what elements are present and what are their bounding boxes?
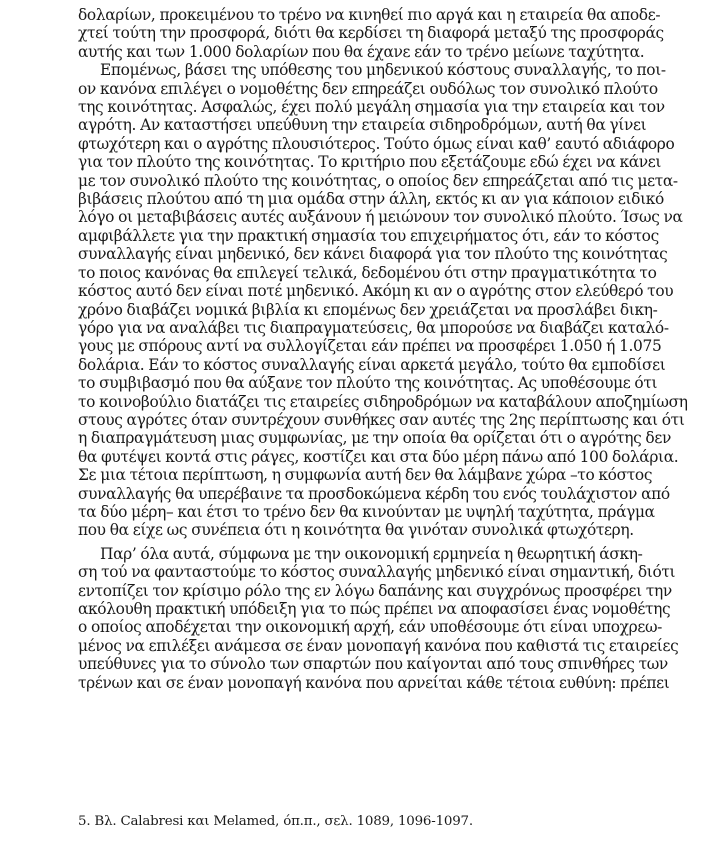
text-line: θα φυτέψει κοντά στις ράγες, κοστίζει και στα δύο μέρη πάνω από 100 δολάρια. — [78, 447, 679, 466]
text-line: εντοπίζει τον κρίσιμο ρόλο της εν λόγω δαπάνης και συγχρόνως προσφέρει την — [78, 581, 672, 600]
text-line: μένος να επιλέξει ανάμεσα σε έναν μονοπαγή κανόνα που καθιστά τις εταιρείες — [78, 636, 679, 655]
text-line: βιβάσεις πλούτου από τη μια ομάδα στην άλλη, εκτός κι αν για κάποιον ειδικό — [78, 190, 664, 209]
text-line: Παρ’ όλα αυτά, σύμφωνα με την οικονομική ερμηνεία η θεωρητική άσκη- — [100, 544, 643, 563]
main-text — [78, 6, 688, 692]
text-line: ο οποίος αποδέχεται την οικονομική αρχή, εάν υποθέσουμε ότι είναι υποχρεω- — [78, 618, 663, 637]
text-line: γους με σπόρους αντί να συλλογίζεται εάν πρέπει να προσφέρει 1.050 ή 1.075 — [78, 337, 662, 356]
paragraph-1 — [78, 6, 664, 61]
text-line: γόρο για να αναλάβει τις διαπραγματεύσεις, θα μπορούσε να διαβάζει καταλό- — [78, 318, 669, 337]
text-line: χτεί τούτη την προσφορά, διότι θα κερδίσει τη διαφορά μεταξύ της προσφοράς — [78, 24, 664, 43]
text-line: Σε μια τέτοια περίπτωση, η συμφωνία αυτή δεν θα λάμβανε χώρα –το κόστος — [78, 466, 653, 485]
text-line: αμφιβάλλετε για την πρακτική σημασία του επιχειρήματος ότι, εάν το κόστος — [78, 226, 659, 245]
text-line: υπεύθυνες για το σύνολο των σπαρτών που καίγονται από τους σπινθήρες των — [78, 655, 668, 674]
text-line: το συμβιβασμό που θα αύξανε τον πλούτο της κοινότητας. Ας υποθέσουμε ότι — [78, 374, 658, 393]
text-line: για τον πλούτο της κοινότητας. Το κριτήριο που εξετάζουμε εδώ έχει να κάνει — [78, 153, 662, 172]
text-line: ακόλουθη πρακτική υπόδειξη για το πώς πρέπει να αποφασίσει ένας νομοθέτης — [78, 600, 671, 618]
text-line: τρένων και σε έναν μονοπαγή κανόνα που αρνείται κάθε τέτοια ευθύνη: πρέπει — [78, 673, 670, 692]
text-line: η διαπραγμάτευση μιας συμφωνίας, με την οποία θα ορίζεται ότι ο αγρότης δεν — [78, 429, 671, 448]
text-line: δολαρίων, προκειμένου το τρένο να κινηθεί πιο αργά και η εταιρεία θα αποδε- — [78, 6, 661, 24]
text-line: αυτής και των 1.000 δολαρίων που θα έχανε εάν το τρένο μείωνε ταχύτητα. — [78, 42, 645, 61]
text-line: αγρότη. Αν καταστήσει υπεύθυνη την εταιρεία σιδηροδρόμων, αυτή θα γίνει — [78, 116, 647, 135]
paragraph-2 — [78, 61, 688, 540]
text-line: το ποιος κανόνας θα επιλεγεί τελικά, δεδομένου ότι στην πραγματικότητα το — [78, 263, 657, 282]
text-line: τα δύο μέρη– και έτσι το τρένο δεν θα κινούνταν με υψηλή ταχύτητα, πράγμα — [78, 502, 655, 521]
paragraph-3 — [78, 544, 679, 692]
text-line: χρόνο διαβάζει νομικά βιβλία κι επομένως δεν χρειάζεται να προσλάβει δικη- — [78, 300, 658, 319]
text-line: της κοινότητας. Ασφαλώς, έχει πολύ μεγάλη σημασία για την εταιρεία και τον — [78, 98, 665, 117]
text-line: με τον συνολικό πλούτο της κοινότητας, ο οποίος δεν επηρεάζεται από τις μετα- — [78, 171, 678, 190]
footnote: 5. Βλ. Calabresi και Melamed, όπ.π., σελ. 1089, 1096-1097. — [78, 814, 473, 829]
text-line: φτωχότερη και ο αγρότης πλουσιότερος. Τούτο όμως είναι καθ’ εαυτό αδιάφορο — [78, 134, 675, 153]
text-line: συναλλαγής είναι μηδενικό, δεν κάνει διαφορά για τον πλούτο της κοινότητας — [78, 245, 668, 264]
text-line: στους αγρότες όταν συντρέχουν συνθήκες σαν αυτές της 2ης περίπτωσης και ότι — [78, 410, 685, 429]
text-line: συναλλαγής θα υπερέβαινε τα προσδοκώμενα κέρδη του ενός τουλάχιστον από — [78, 484, 670, 503]
text-line: Επομένως, βάσει της υπόθεσης του μηδενικού κόστους συναλλαγής, το ποι- — [100, 61, 666, 80]
text-line: που θα είχε ως συνέπεια ότι η κοινότητα θα γινόταν συνολικά φτωχότερη. — [78, 521, 634, 540]
text-line: ση τού να φανταστούμε το κόστος συναλλαγής μηδενικό είναι σημαντική, διότι — [78, 563, 676, 582]
text-line: κόστος αυτό δεν είναι ποτέ μηδενικό. Ακόμη κι αν ο αγρότης στον ελεύθερό του — [78, 282, 674, 301]
text-line: δολάρια. Εάν το κόστος συναλλαγής είναι αρκετά μεγάλο, τούτο θα εμποδίσει — [78, 355, 666, 374]
text-line: ον κανόνα επιλέγει ο νομοθέτης δεν επηρεάζει ουδόλως τον συνολικό πλούτο — [78, 79, 658, 98]
text-line: λόγο οι μεταβιβάσεις αυτές αυξάνουν ή μειώνουν τον συνολικό πλούτο. Ίσως να — [78, 208, 683, 227]
text-line: το κοινοβούλιο διατάζει τις εταιρείες σιδηροδρόμων να καταβάλουν αποζημίωση — [78, 392, 688, 411]
